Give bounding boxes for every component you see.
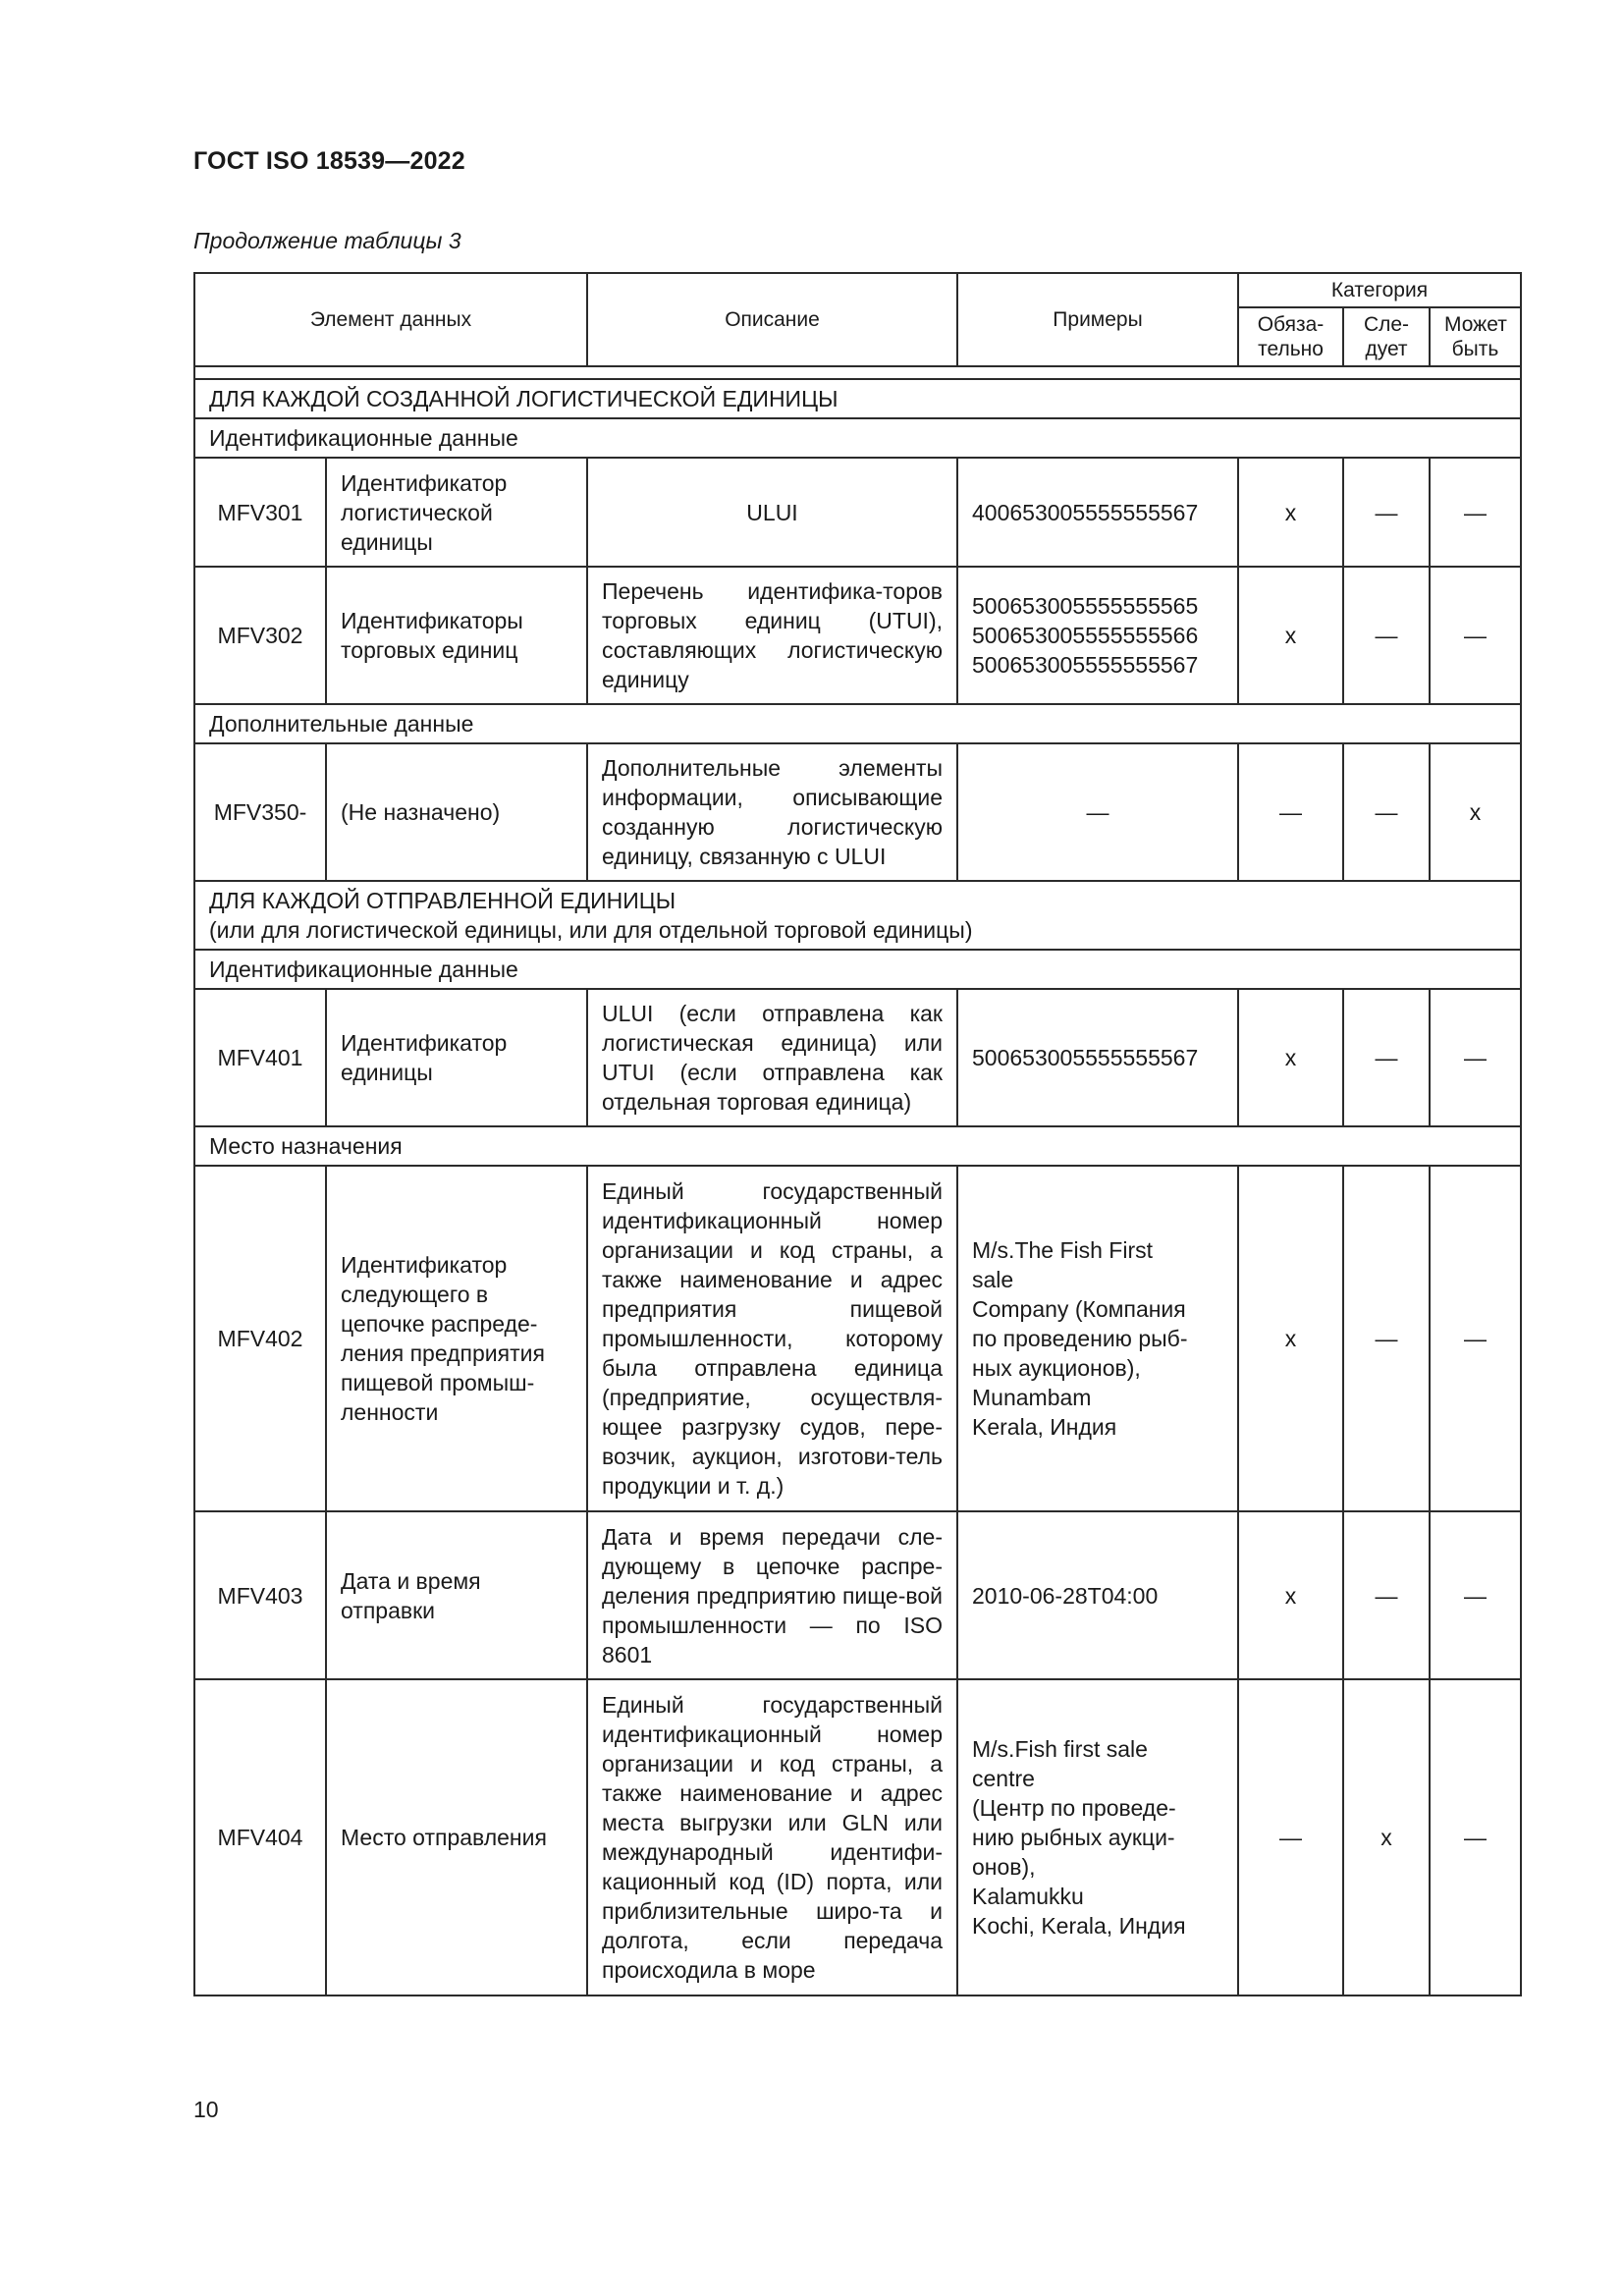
row-should: —: [1343, 989, 1430, 1126]
row-examples: 2010-06-28T04:00: [957, 1511, 1238, 1679]
row-should: —: [1343, 458, 1430, 567]
row-code: MFV404: [194, 1679, 326, 1995]
row-name: Дата и время отправки: [326, 1511, 587, 1679]
row-may: —: [1430, 1166, 1521, 1511]
row-mandatory: x: [1238, 567, 1343, 704]
header-description: Описание: [587, 273, 957, 366]
section-title-note: (или для логистической единицы, или для отдельной торговой единицы): [209, 917, 973, 943]
header-row-1: [194, 273, 1521, 307]
row-should: —: [1343, 743, 1430, 881]
row-mandatory: x: [1238, 989, 1343, 1126]
row-name: Идентификатор следующего в цепочке распреде- ления предприятия пищевой промыш- ленности: [326, 1166, 587, 1511]
header-category: Категория: [1238, 273, 1521, 307]
row-examples: M/s.The Fish First sale Company (Компания по проведению рыб- ных аукционов), Munambam Kerala, Индия: [957, 1166, 1238, 1511]
row-may: —: [1430, 567, 1521, 704]
header-should: Сле- дует: [1343, 307, 1430, 366]
row-description: ULUI: [587, 458, 957, 567]
header-mandatory: Обяза- тельно: [1238, 307, 1343, 366]
row-description: Перечень идентифика-торов торговых единиц (UTUI), составляющих логистическую единицу: [587, 567, 957, 704]
table-row: [194, 1679, 1521, 1995]
row-may: —: [1430, 458, 1521, 567]
header-may: Может быть: [1430, 307, 1521, 366]
section-title-row: [194, 881, 1521, 950]
row-should: —: [1343, 1511, 1430, 1679]
row-may: —: [1430, 1679, 1521, 1995]
row-name: Идентификатор единицы: [326, 989, 587, 1126]
row-description: Дата и время передачи сле-дующему в цепочке распре-деления предприятию пище-вой промышленности — по ISO 8601: [587, 1511, 957, 1679]
row-code: MFV350-: [194, 743, 326, 881]
subsection-row: [194, 1126, 1521, 1166]
row-should: —: [1343, 1166, 1430, 1511]
row-should: —: [1343, 567, 1430, 704]
subsection-row: [194, 704, 1521, 743]
section-title: ДЛЯ КАЖДОЙ СОЗДАННОЙ ЛОГИСТИЧЕСКОЙ ЕДИНИЦЫ: [194, 379, 1521, 418]
header-separator: [194, 366, 1521, 379]
row-mandatory: x: [1238, 1166, 1343, 1511]
page-number: 10: [193, 2097, 219, 2122]
row-name: Идентификаторы торговых единиц: [326, 567, 587, 704]
row-may: —: [1430, 1511, 1521, 1679]
row-mandatory: x: [1238, 1511, 1343, 1679]
row-description: Дополнительные элементы информации, описывающие созданную логистическую единицу, связанную с ULUI: [587, 743, 957, 881]
data-elements-table: [193, 272, 1522, 1996]
subsection-title: Дополнительные данные: [194, 704, 1521, 743]
row-examples: 500653005555555567: [957, 989, 1238, 1126]
subsection-title: Идентификационные данные: [194, 950, 1521, 989]
row-examples: 500653005555555565 500653005555555566 500653005555555567: [957, 567, 1238, 704]
subsection-row: [194, 418, 1521, 458]
row-examples: M/s.Fish first sale centre (Центр по проведе- нию рыбных аукци- онов), Kalamukku Kochi, Kerala, Индия: [957, 1679, 1238, 1995]
table-continuation-caption: Продолжение таблицы 3: [193, 228, 461, 253]
header-examples: Примеры: [957, 273, 1238, 366]
row-may: —: [1430, 989, 1521, 1126]
subsection-title: Место назначения: [194, 1126, 1521, 1166]
table-row: [194, 458, 1521, 567]
table-row: [194, 989, 1521, 1126]
row-code: MFV301: [194, 458, 326, 567]
table-row: [194, 567, 1521, 704]
row-name: Идентификатор логистической единицы: [326, 458, 587, 567]
row-should: x: [1343, 1679, 1430, 1995]
row-mandatory: x: [1238, 458, 1343, 567]
document-standard-title: ГОСТ ISO 18539—2022: [193, 147, 465, 175]
row-code: MFV401: [194, 989, 326, 1126]
row-name: (Не назначено): [326, 743, 587, 881]
table-row: [194, 743, 1521, 881]
section-title-main: ДЛЯ КАЖДОЙ ОТПРАВЛЕННОЙ ЕДИНИЦЫ: [209, 888, 676, 913]
row-code: MFV403: [194, 1511, 326, 1679]
row-mandatory: —: [1238, 1679, 1343, 1995]
subsection-row: [194, 950, 1521, 989]
row-may: x: [1430, 743, 1521, 881]
row-description: Единый государственный идентификационный номер организации и код страны, а также наименование и адрес предприятия пищевой промышленности, которому была отправлена единица (предприятие, осуществля-ющее разгрузку судов, пере-возчик, аукцион, изготови-тель продукции и т. д.): [587, 1166, 957, 1511]
row-code: MFV302: [194, 567, 326, 704]
table-row: [194, 1511, 1521, 1679]
row-examples: 400653005555555567: [957, 458, 1238, 567]
row-code: MFV402: [194, 1166, 326, 1511]
section-title-row: [194, 379, 1521, 418]
row-mandatory: —: [1238, 743, 1343, 881]
table-row: [194, 1166, 1521, 1511]
row-description: ULUI (если отправлена как логистическая единица) или UTUI (если отправлена как отдельная торговая единица): [587, 989, 957, 1126]
subsection-title: Идентификационные данные: [194, 418, 1521, 458]
row-examples: —: [957, 743, 1238, 881]
section-title: [194, 881, 1521, 950]
row-name: Место отправления: [326, 1679, 587, 1995]
row-description: Единый государственный идентификационный номер организации и код страны, а также наименование и адрес места выгрузки или GLN или международный идентифи-кационный код (ID) порта, или приблизительные широ-та и долгота, если передача происходила в море: [587, 1679, 957, 1995]
header-element: Элемент данных: [194, 273, 587, 366]
